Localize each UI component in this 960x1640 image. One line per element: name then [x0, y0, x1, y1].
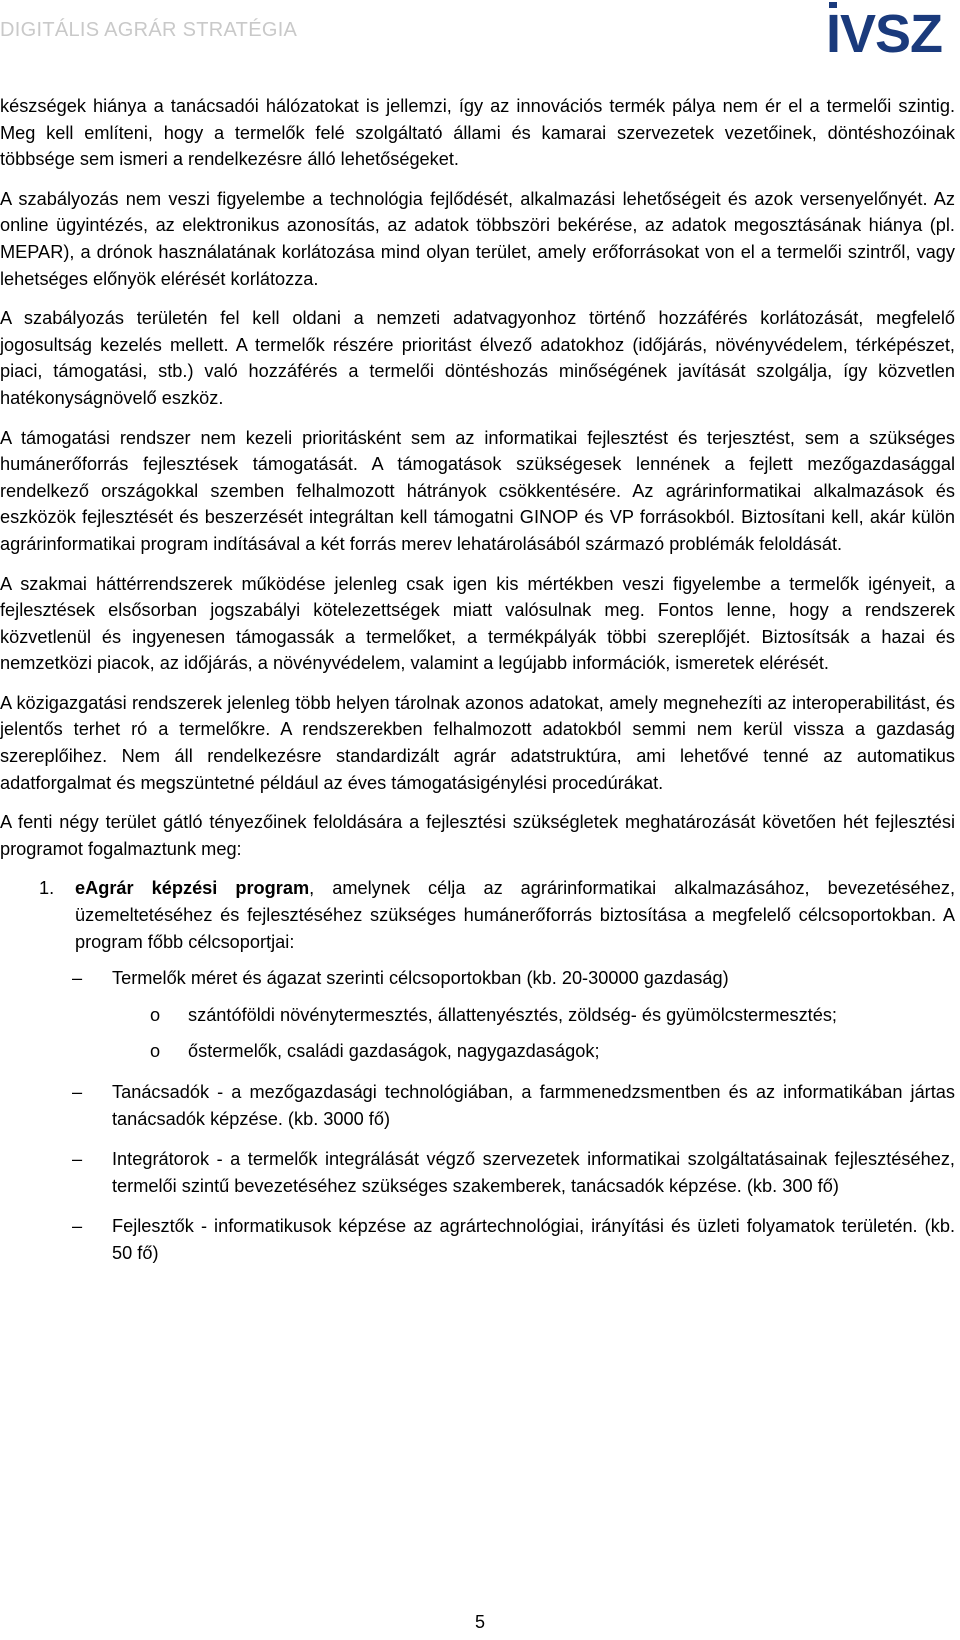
logo-text: IVSZ	[826, 4, 943, 58]
sub-marker: o	[150, 1004, 161, 1025]
dash-item-text: Fejlesztők - informatikusok képzése az agrártechnológiai, irányítási és üzleti folyamatok területén. (kb. 50 fő)	[112, 1216, 955, 1263]
dash-marker: –	[72, 1082, 83, 1102]
dash-item-text: Integrátorok - a termelők integrálását végző szervezetek informatikai szolgáltatásainak fejlesztéséhez, termelői szintű bevezetéséhez szükséges szakemberek, tanácsadók képzése. (kb. 300 fő)	[112, 1149, 955, 1196]
dash-marker: –	[72, 1216, 83, 1237]
document-body	[0, 93, 955, 1281]
sub-list-item	[0, 1002, 955, 1029]
numbered-item-body	[75, 875, 955, 955]
ivsz-logo	[822, 0, 960, 58]
sub-item-text: őstermelők, családi gazdaságok, nagygazdaságok;	[188, 1041, 600, 1062]
dash-marker: –	[72, 968, 83, 989]
paragraph-7: A fenti négy terület gátló tényezőinek feloldására a fejlesztési szükségletek meghatározását követően hét fejlesztési programot fogalmaztunk meg:	[0, 812, 955, 859]
program-name: eAgrár képzési program	[75, 878, 310, 899]
paragraph-3: A szabályozás területén fel kell oldani a nemzeti adatvagyonhoz történő hozzáférés korlátozását, megfelelő jogosultság kezelés mellett. A termelők részére prioritást élvező adatokhoz (időjárás, növényvédelem, térképészet, piaci, támogatási, stb.) való hozzáférés a termelői döntéshozás minőségének javítását szolgálja, így közvetlen hatékonyságnövelő eszköz.	[0, 308, 955, 408]
sub-list-item	[0, 1038, 955, 1065]
dash-marker: –	[72, 1149, 83, 1170]
sub-item-text: szántóföldi növénytermesztés, állattenyésztés, zöldség- és gyümölcstermesztés;	[188, 1004, 837, 1025]
paragraph-5: A szakmai háttérrendszerek működése jelenleg csak igen kis mértékben veszi figyelembe a termelők igényeit, a fejlesztések elsősorban jogszabályi kötelezettségek miatt valósulnak meg. Fontos lenne, hogy a rendszerek közvetlenül és ingyenesen támogassák a termelőket, a termékpályák többi szereplőjét. Biztosítsák a hazai és nemzetközi piacok, az időjárás, a növényvédelem, valamint a legújabb információk, ismeretek elérését.	[0, 573, 955, 674]
dash-item-text: Termelők méret és ágazat szerinti célcsoportokban (kb. 20-30000 gazdaság)	[112, 968, 729, 989]
paragraph-1: készségek hiánya a tanácsadói hálózatokat is jellemzi, így az innovációs termék pálya nem ér el a termelői szintig. Meg kell említeni, hogy a termelők felé szolgáltató állami és kamarai szervezetek vezetőinek, döntéshozóinak többsége sem ismeri a rendelkezésre álló lehetőségeket.	[0, 96, 955, 170]
dash-list-item	[0, 1079, 955, 1132]
sub-marker: o	[150, 1041, 161, 1062]
dash-list-item	[0, 1146, 955, 1199]
dash-item-text: Tanácsadók - a mezőgazdasági technológiában, a farmmenedzsmentben és az informatikában jártas tanácsadók képzése. (kb. 3000 fő)	[112, 1082, 955, 1129]
header-title: DIGITÁLIS AGRÁR STRATÉGIA	[0, 19, 298, 41]
program-description: , amelynek célja az agrárinformatikai alkalmazásához, bevezetéséhez, üzemeltetéséhez és fejlesztéséhez szükséges humánerőforrás biztosítása a megfelelő célcsoportokban. A program főbb célcsoportjai:	[75, 878, 955, 952]
page-number: 5	[474, 1612, 485, 1632]
paragraph-2: A szabályozás nem veszi figyelembe a technológia fejlődését, alkalmazási lehetőségeit és azok versenyelőnyét. Az online ügyintézés, az elektronikus azonosítás, az adatok többszöri bekérése, az adatok megosztásának hiánya (pl. MEPAR), a drónok használatának korlátozása mind olyan terület, amely erőforrásokat von el a termelői szintről, vagy lehetséges előnyök elérését korlátozza.	[0, 188, 955, 289]
paragraph-6: A közigazgatási rendszerek jelenleg több helyen tárolnak azonos adatokat, amely megnehezíti az interoperabilitást, és jelentős terhet ró a termelőkre. A rendszerekben felhalmozott adatokból semmi nem kerül vissza a gazdaság szereplőihez. Nem áll rendelkezésre standardizált agrár adatstruktúra, ami lehetővé tenné az automatikus adatforgalmat és megszüntetné például az éves támogatásigénylési procedúrákat.	[0, 692, 955, 793]
dash-list-item	[0, 965, 955, 992]
paragraph-4: A támogatási rendszer nem kezeli prioritásként sem az informatikai fejlesztést és terjesztést, sem a szükséges humánerőforrás fejlesztések támogatását. A támogatások szükségesek lennének a fejlett mezőgazdasággal rendelkező országokkal szemben felhalmozott hátrányok csökkentésére. Az agrárinformatikai alkalmazások és eszközök fejlesztését és beszerzését integráltan kell támogatni GINOP és VP forrásokból. Biztosítani kell, akár külön agrárinformatikai program indításával a két forrás merev lehatárolásából származó problémák feloldását.	[0, 427, 955, 554]
dash-list-item	[0, 1213, 955, 1266]
numbered-item-1	[0, 875, 955, 955]
list-number: 1.	[39, 878, 55, 899]
